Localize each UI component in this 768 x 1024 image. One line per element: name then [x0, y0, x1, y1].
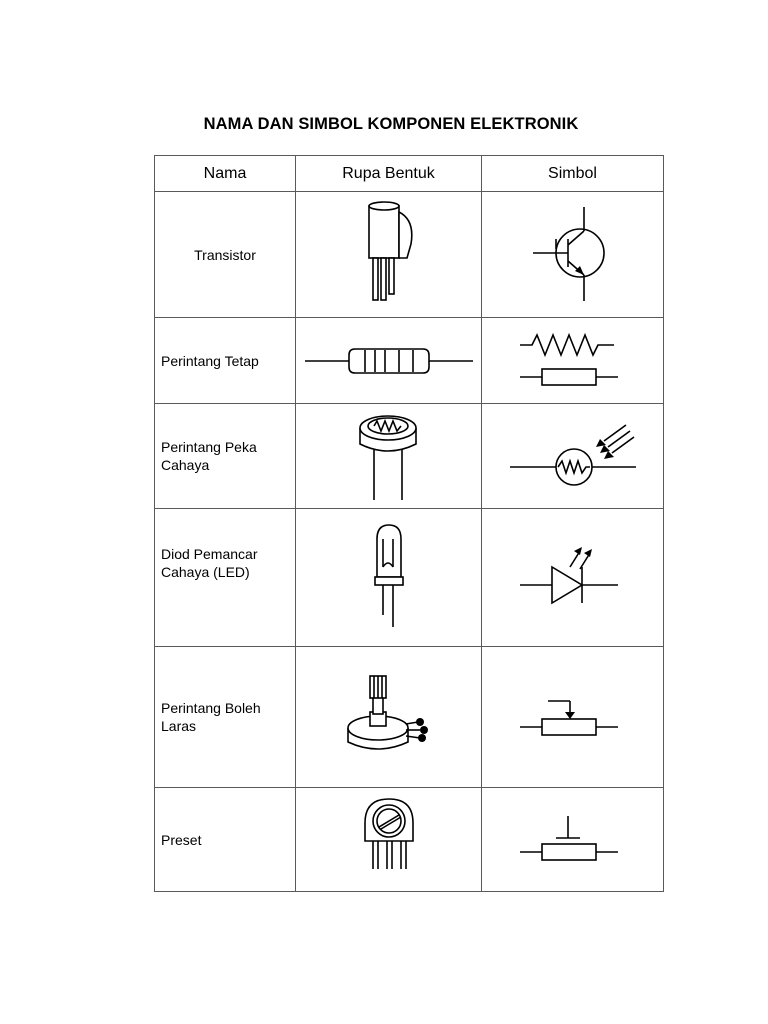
led-illustration-icon	[369, 523, 409, 633]
component-name: Perintang Tetap	[161, 352, 259, 369]
component-name-cell	[155, 318, 296, 404]
transistor-illustration-icon	[359, 200, 419, 310]
shape-cell	[296, 509, 482, 647]
component-name-cell	[155, 404, 296, 509]
preset-illustration-icon	[359, 795, 419, 885]
shape-cell	[296, 788, 482, 892]
ldr-symbol-icon	[508, 421, 638, 491]
symbol-cell	[482, 404, 664, 509]
symbol-cell	[482, 192, 664, 318]
component-name-cell	[155, 509, 296, 647]
component-name: Perintang Peka Cahaya	[161, 439, 257, 473]
potentiometer-illustration-icon	[344, 672, 434, 762]
fixed-resistor-symbol-icon	[518, 331, 628, 391]
transistor-symbol-icon	[528, 205, 618, 305]
header-name: Nama	[155, 156, 296, 192]
preset-symbol-icon	[518, 810, 628, 870]
table-row	[155, 647, 664, 788]
component-name: Diod Pemancar Cahaya (LED)	[161, 546, 258, 580]
header-row	[155, 156, 664, 192]
ldr-illustration-icon	[354, 408, 424, 504]
component-name-cell	[155, 192, 296, 318]
symbol-cell	[482, 509, 664, 647]
shape-cell	[296, 647, 482, 788]
variable-resistor-symbol-icon	[518, 687, 628, 747]
led-symbol-icon	[518, 543, 628, 613]
symbol-cell	[482, 647, 664, 788]
table-row	[155, 404, 664, 509]
table-row	[155, 192, 664, 318]
component-name: Transistor	[194, 246, 256, 263]
component-name-cell	[155, 647, 296, 788]
shape-cell	[296, 404, 482, 509]
shape-cell	[296, 318, 482, 404]
header-symbol: Simbol	[482, 156, 664, 192]
table-row	[155, 318, 664, 404]
shape-cell	[296, 192, 482, 318]
components-table	[154, 155, 664, 892]
page-title: NAMA DAN SIMBOL KOMPONEN ELEKTRONIK	[203, 115, 579, 133]
table-row	[155, 788, 664, 892]
symbol-cell	[482, 318, 664, 404]
symbol-cell	[482, 788, 664, 892]
fixed-resistor-illustration-icon	[303, 341, 475, 381]
component-name: Perintang Boleh Laras	[161, 700, 261, 734]
component-name-cell	[155, 788, 296, 892]
table-row	[155, 509, 664, 647]
header-shape: Rupa Bentuk	[296, 156, 482, 192]
component-name: Preset	[161, 831, 202, 848]
